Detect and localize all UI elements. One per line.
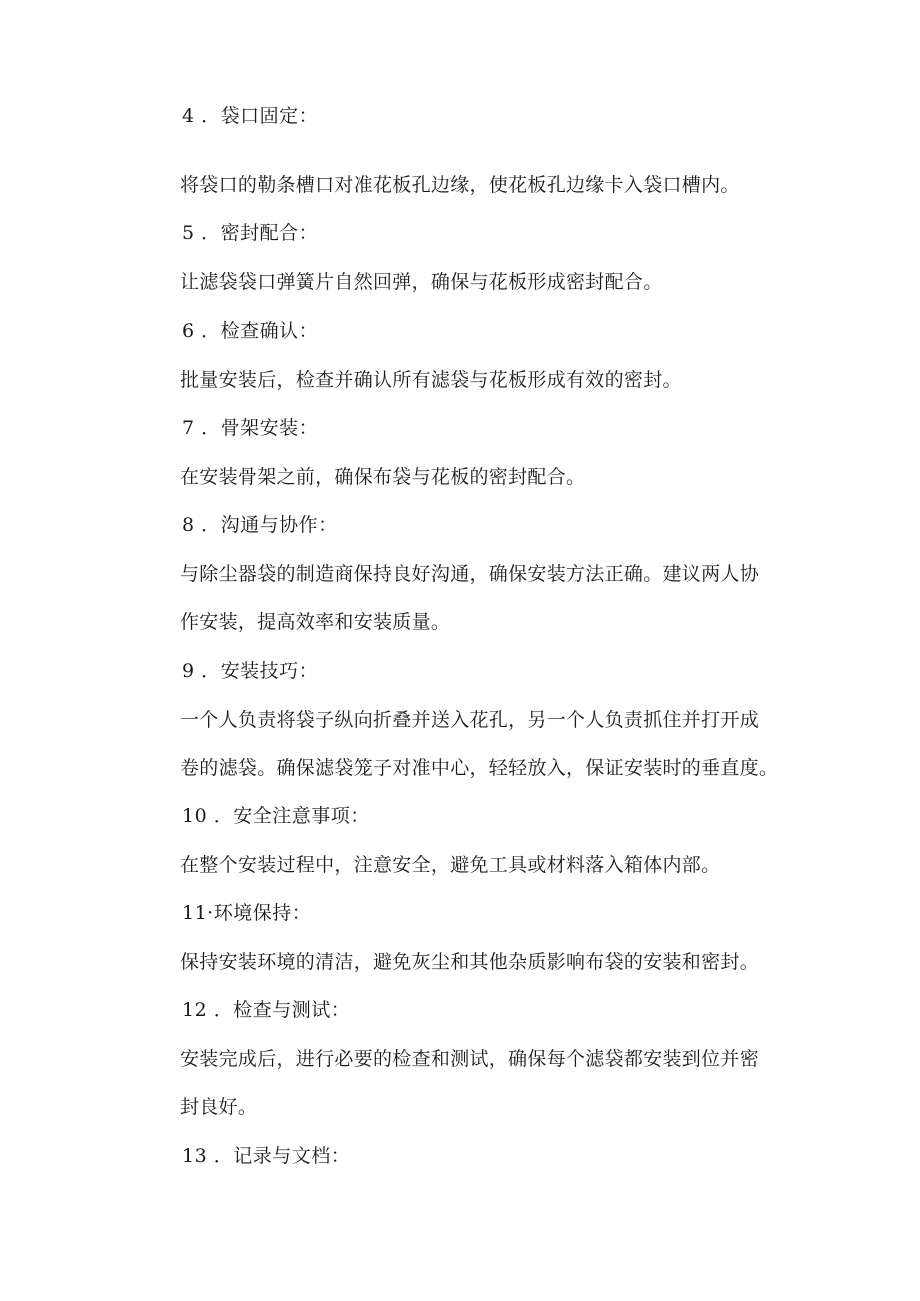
heading-11-environment: 11·环境保持： (182, 902, 312, 924)
paragraph-line: 在安装骨架之前，确保布袋与花板的密封配合。 (180, 466, 586, 488)
paragraph-line: 一个人负责将袋子纵向折叠并送入花孔，另一个人负责抓住并打开成 (180, 709, 760, 731)
heading-5-seal-fit: 5 ．密封配合： (182, 222, 319, 244)
paragraph-line: 让滤袋袋口弹簧片自然回弹，确保与花板形成密封配合。 (180, 271, 663, 293)
paragraph-line: 作安装，提高效率和安装质量。 (180, 611, 451, 633)
paragraph-line: 将袋口的勒条槽口对准花板孔边缘，使花板孔边缘卡入袋口槽内。 (180, 174, 740, 196)
paragraph-line: 批量安装后，检查并确认所有滤袋与花板形成有效的密封。 (180, 369, 682, 391)
heading-9-install-tips: 9 ．安装技巧： (182, 660, 319, 682)
heading-13-records: 13 ．记录与文档： (182, 1145, 351, 1167)
heading-8-communication: 8 ．沟通与协作： (182, 514, 338, 536)
heading-10-safety: 10 ．安全注意事项： (182, 805, 370, 827)
heading-4-bag-mouth-fixing: 4 ．袋口固定： (182, 105, 319, 127)
heading-12-check-test: 12 ．检查与测试： (182, 999, 351, 1021)
heading-6-inspection: 6 ．检查确认： (182, 320, 319, 342)
heading-7-frame-install: 7 ．骨架安装： (182, 417, 319, 439)
paragraph-line: 保持安装环境的清洁，避免灰尘和其他杂质影响布袋的安装和密封。 (180, 951, 760, 973)
paragraph-line: 卷的滤袋。确保滤袋笼子对准中心，轻轻放入，保证安装时的垂直度。 (180, 757, 779, 779)
paragraph-line: 在整个安装过程中，注意安全，避免工具或材料落入箱体内部。 (180, 854, 721, 876)
paragraph-line: 与除尘器袋的制造商保持良好沟通，确保安装方法正确。建议两人协 (180, 563, 760, 585)
paragraph-line: 安装完成后，进行必要的检查和测试，确保每个滤袋都安装到位并密 (180, 1048, 760, 1070)
paragraph-line: 封良好。 (180, 1096, 258, 1118)
